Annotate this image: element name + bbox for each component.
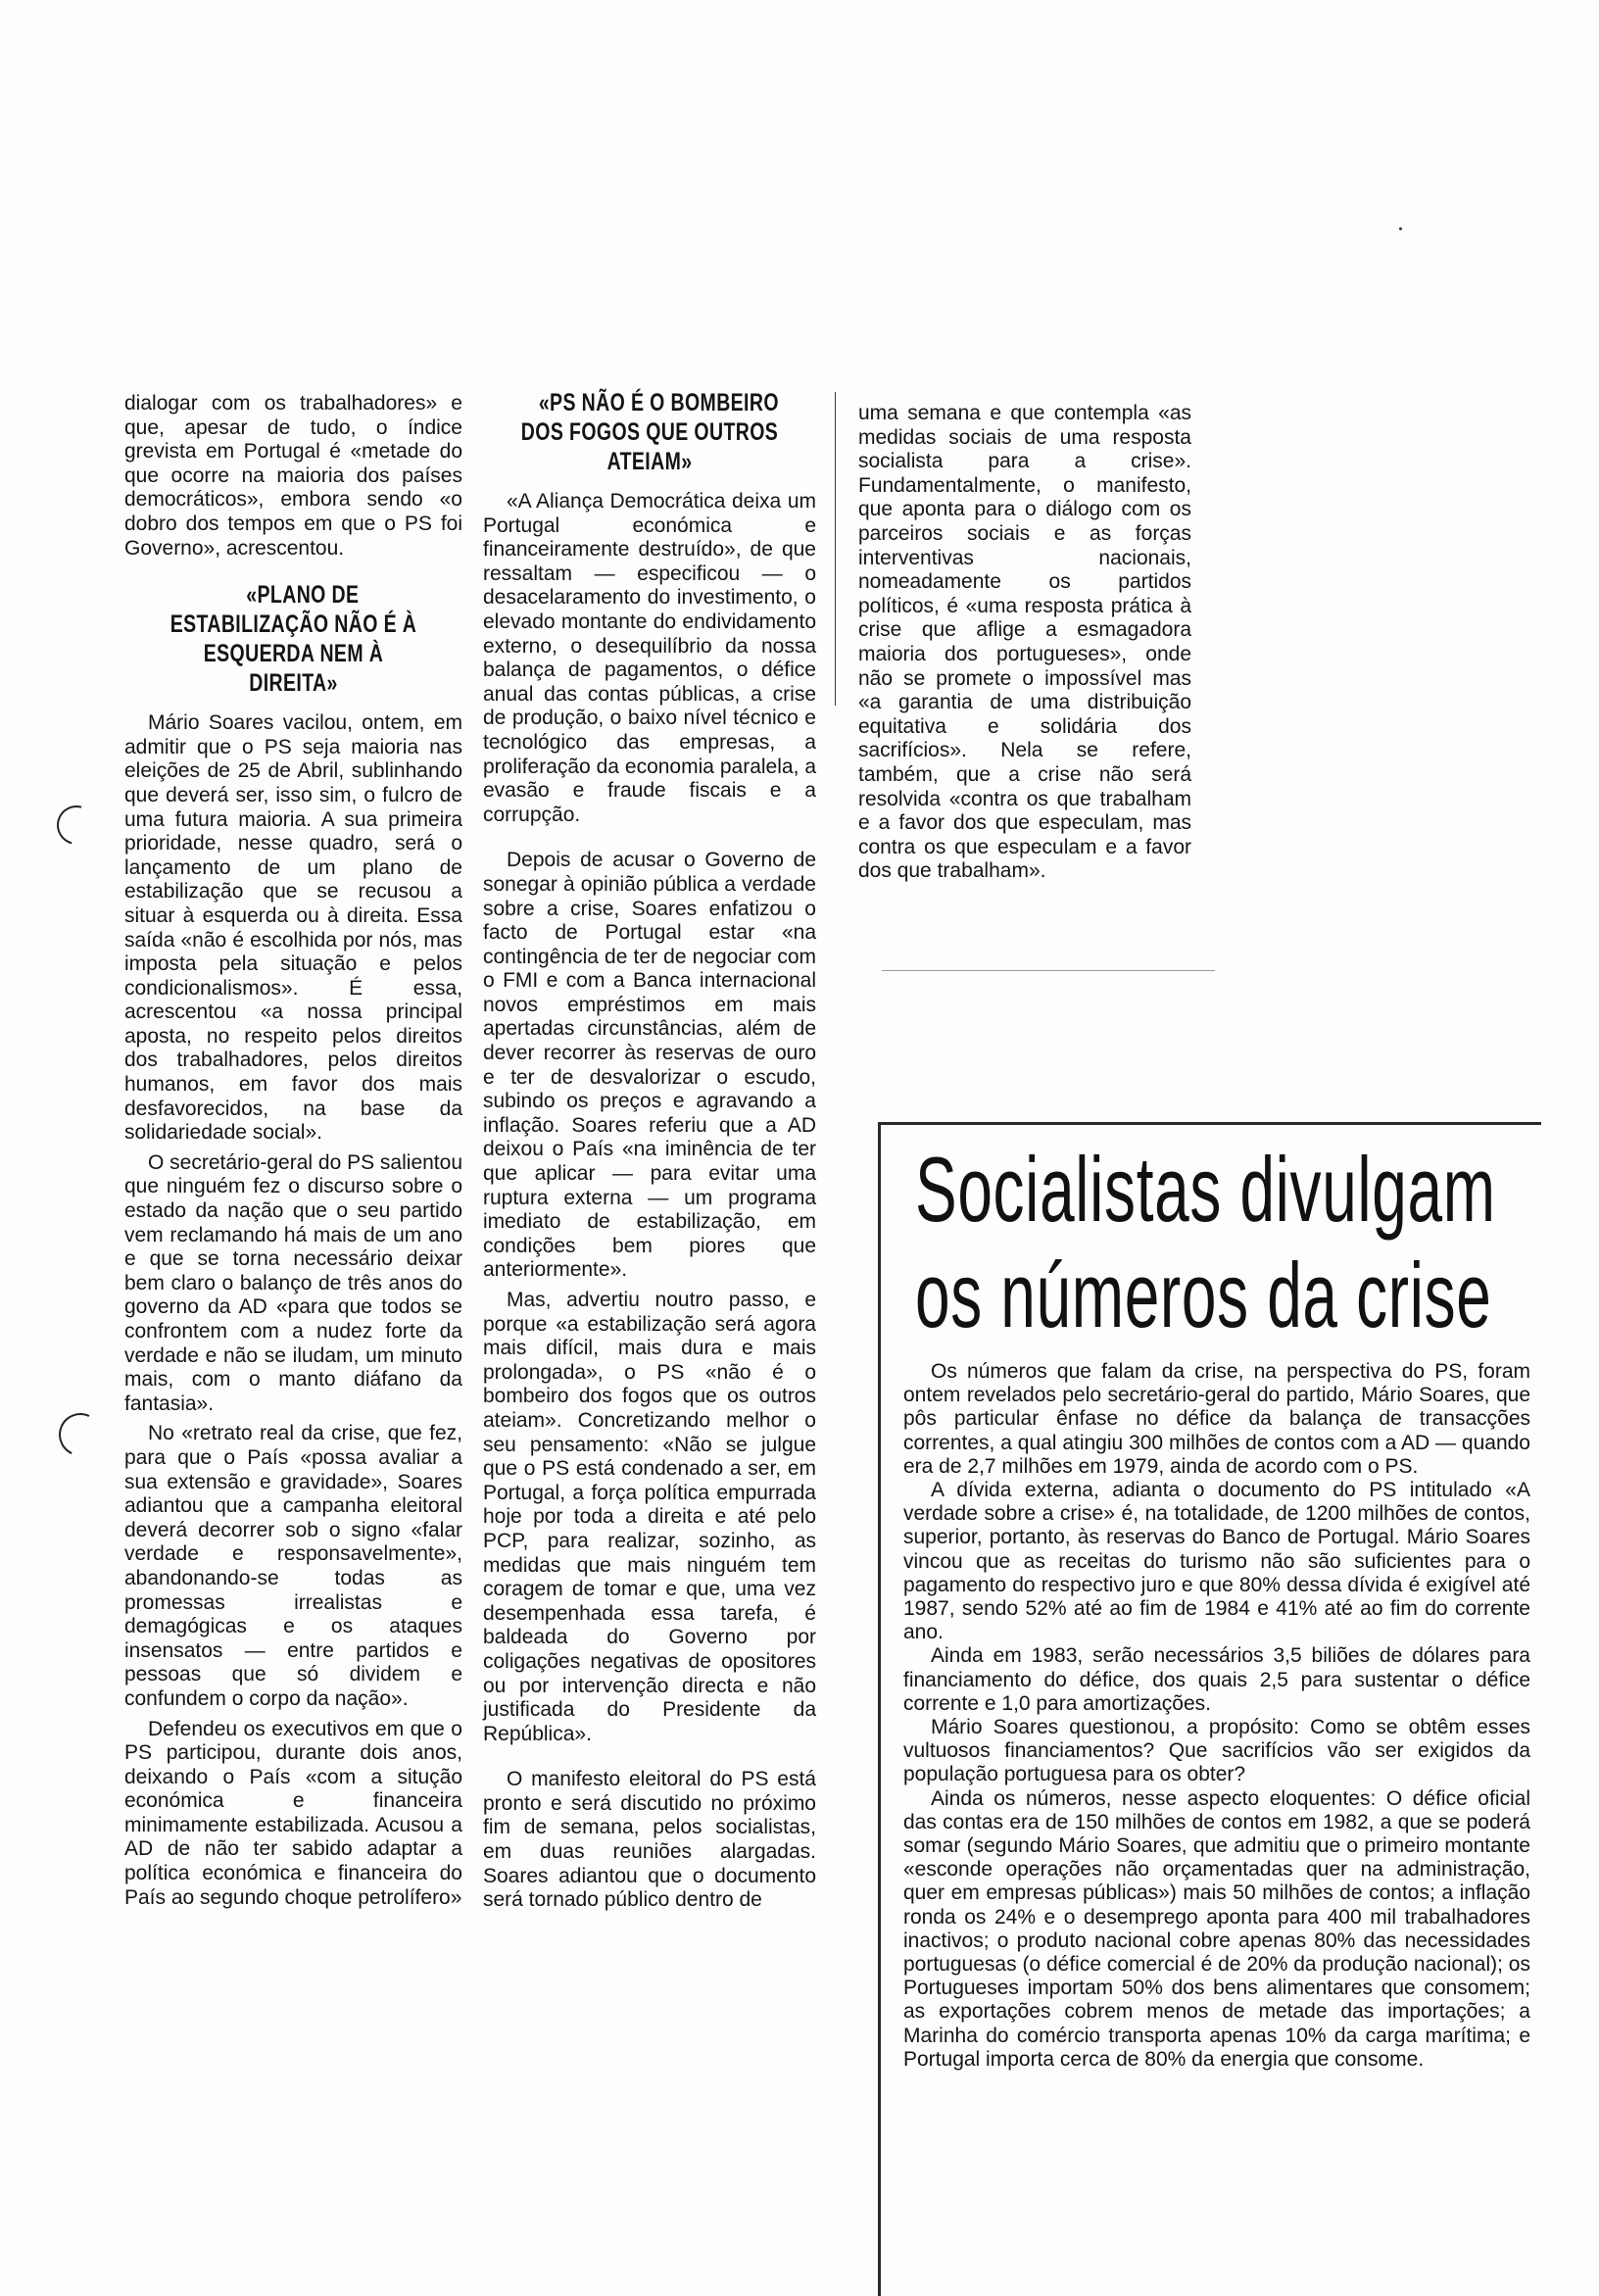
- punch-hole-mark: [53, 1407, 108, 1462]
- sidebar-headline: [915, 1135, 1496, 1350]
- col1-paragraph-2: Mário Soares vacilou, ontem, em admitir que o PS seja maioria nas eleições de 25 de Abril, sublinhando que deverá ser, isso sim, o fulcro de uma futura maioria. A sua primeira prioridade, nesse quadro, será o lançamento de um plano de estabilização que se recusou a situar à esquerda ou à direita. Essa saída «não é escolhida por nós, mas imposta pela situação e pelos condicionalismos». É essa, acrescentou «a nossa principal aposta, no respeito pelos direitos dos trabalhadores, pelos direitos humanos, em favor dos mais desfavorecidos, na base da solidariedade social».: [124, 711, 462, 1145]
- col2-paragraph-1: «A Aliança Democrática deixa um Portugal económica e financeiramente destruído», de que ressaltam — especificou — o desacelaramento do investimento, o elevado montante do endividamento externo, o desequilíbrio da nossa balança de pagamentos, o défice anual das contas públicas, a crise de produção, o baixo nível técnico e tecnológico das empresas, a proliferação da economia paralela, a evasão e fraude fiscais e a corrupção.: [483, 490, 816, 826]
- box-paragraph-1: Os números que falam da crise, na perspectiva do PS, foram ontem revelados pelo secretário-geral do partido, Mário Soares, que pôs particular ênfase no défice da balança de transacções correntes, a qual atingiu 300 milhões de contos com a AD — quando era de 2,7 milhões em 1979, ainda de acordo com o PS.: [903, 1360, 1530, 1478]
- col1-paragraph-5: Defendeu os executivos em que o PS participou, durante dois anos, deixando o País «com a situção económica e financeira minimamente estabilizada. Acusou a AD de não ter sabido adaptar a política económica e financeira do País ao segundo choque petrolífero»: [124, 1717, 462, 1909]
- article-column-1: [124, 392, 462, 1910]
- col2-subheading: «PS NÃO É O BOMBEIRO DOS FOGOS QUE OUTROS ATEIAM»: [520, 389, 779, 475]
- headline-line-1: Socialistas divulgam: [915, 1138, 1496, 1241]
- box-bottom-dots: [882, 970, 1215, 971]
- col1-paragraph-3: O secretário-geral do PS salientou que ninguém fez o discurso sobre o estado da nação que o seu partido vem reclamando há mais de um ano e que se torna necessário deixar bem claro o balanço de três anos do governo da AD «para que todos se confrontem com a nudez forte da verdade e não se iludam, um minuto mais, com o manto diáfano da fantasia».: [124, 1150, 462, 1415]
- punch-hole-mark: [50, 799, 104, 853]
- box-paragraph-2: A dívida externa, adianta o documento do PS intitulado «A verdade sobre a crise» é, na totalidade, de 1200 milhões de contos, superior, portanto, às reservas do Banco de Portugal. Mário Soares vincou que as receitas do turismo não são suficientes para o pagamento do respectivo juro e que 80% dessa dívida é exigível até 1987, sendo 52% até ao fim de 1984 e 41% até ao fim do corrente ano.: [903, 1479, 1530, 1644]
- box-paragraph-4: Mário Soares questionou, a propósito: Como se obtêm esses vultuosos financiamentos? Que sacrifícios vão ser exigidos da população portuguesa para os obter?: [903, 1716, 1530, 1786]
- headline-line-2: os números da crise: [915, 1244, 1492, 1346]
- col2-paragraph-4: O manifesto eleitoral do PS está pronto e será discutido no próximo fim de semana, pelos socialistas, em duas reuniões alargadas. Soares adiantou que o documento será tornado público dentro de: [483, 1768, 816, 1912]
- col3-paragraph-1: uma semana e que contempla «as medidas sociais de uma resposta socialista para a crise». Fundamentalmente, o manifesto, que aponta para o diálogo com os parceiros sociais e as forças interventivas nacionais, nomeadamente os partidos políticos, é «uma resposta prática à crise que aflige a esmagadora maioria dos portugueses», onde não se promete o impossível mas «a garantia de uma distribuição equitativa e solidária dos sacrifícios». Nela se refere, também, que a crise não será resolvida «contra os que trabalham e a favor dos que especulam, mas contra os que especulam e a favor dos que trabalham».: [858, 402, 1191, 883]
- col2-paragraph-2: Depois de acusar o Governo de sonegar à opinião pública a verdade sobre a crise, Soares enfatizou o facto de Portugal estar «na contingência de ter de negociar com o FMI e com a Banca internacional novos empréstimos em mais apertadas circunstâncias, além de dever recorrer às reservas de ouro e ter de desvalorizar o escudo, subindo os preços e agravando a inflação. Soares referiu que a AD deixou o País «na iminência de ter que aplicar — para evitar uma ruptura externa — um programa imediato de estabilização, em condições bem piores que anteriormente».: [483, 849, 816, 1282]
- article-column-3: [858, 402, 1191, 884]
- sidebar-body: [903, 1360, 1530, 2072]
- col1-paragraph-4: No «retrato real da crise, que fez, para que o País «possa avaliar a sua extensão e gravidade», Soares adiantou que a campanha eleitoral deverá decorrer sob o signo «falar verdade e responsavelmente», abandonando-se todas as promessas irrealistas e demagógicas e os ataques insensatos — entre partidos e pessoas que só dividem e confundem o corpo da nação».: [124, 1422, 462, 1710]
- col1-paragraph-1: dialogar com os trabalhadores» e que, apesar de tudo, o índice grevista em Portugal é «metade do que ocorre na maioria dos países democráticos», embora sendo «o dobro dos tempos em que o PS foi Governo», acrescentou.: [124, 392, 462, 560]
- col2-paragraph-3: Mas, advertiu noutro passo, e porque «a estabilização será agora mais difícil, mais dura e mais prolongada», o PS «não é o bombeiro dos fogos que os outros ateiam». Concretizando melhor o seu pensamento: «Não se julgue que o PS está condenado a ser, em Portugal, a força política empurrada hoje por toda a direita e até pelo PCP, para realizar, sozinho, as medidas que mais ninguém tem coragem de tomar e que, uma vez desempenhada essa tarefa, é baldeada do Governo por coligações negativas de opositores ou por intervenção directa e não justificada do Presidente da República».: [483, 1289, 816, 1745]
- col1-subheading: «PLANO DE ESTABILIZAÇÃO NÃO É À ESQUERDA NEM À DIREITA»: [170, 581, 417, 698]
- speck: [1399, 227, 1402, 230]
- column-rule-2-3: [835, 392, 836, 706]
- article-column-2: [483, 388, 816, 1913]
- box-paragraph-3: Ainda em 1983, serão necessários 3,5 biliões de dólares para financiamento do défice, dos quais 2,5 para sustentar o défice corrente e 1,0 para amortizações.: [903, 1644, 1530, 1715]
- box-paragraph-5: Ainda os números, nesse aspecto eloquentes: O défice oficial das contas era de 150 milhões de contos em 1982, a que se poderá somar (segundo Mário Soares, que admitiu que o primeiro montante «esconde operações não orçamentadas quer na administração, quer em empresas públicas») mais 50 milhões de contos; a inflação ronda os 24% e o desemprego aponta para 400 mil trabalhadores inactivos; o produto nacional cobre apenas 80% das necessidades portuguesas (o défice comercial é de 20% da produção nacional); os Portugueses importam 50% dos bens alimentares que consomem; as exportações cobrem menos de metade das importações; a Marinha do comércio transporta apenas 10% da carga marítima; e Portugal importa cerca de 80% da energia que consome.: [903, 1786, 1530, 2071]
